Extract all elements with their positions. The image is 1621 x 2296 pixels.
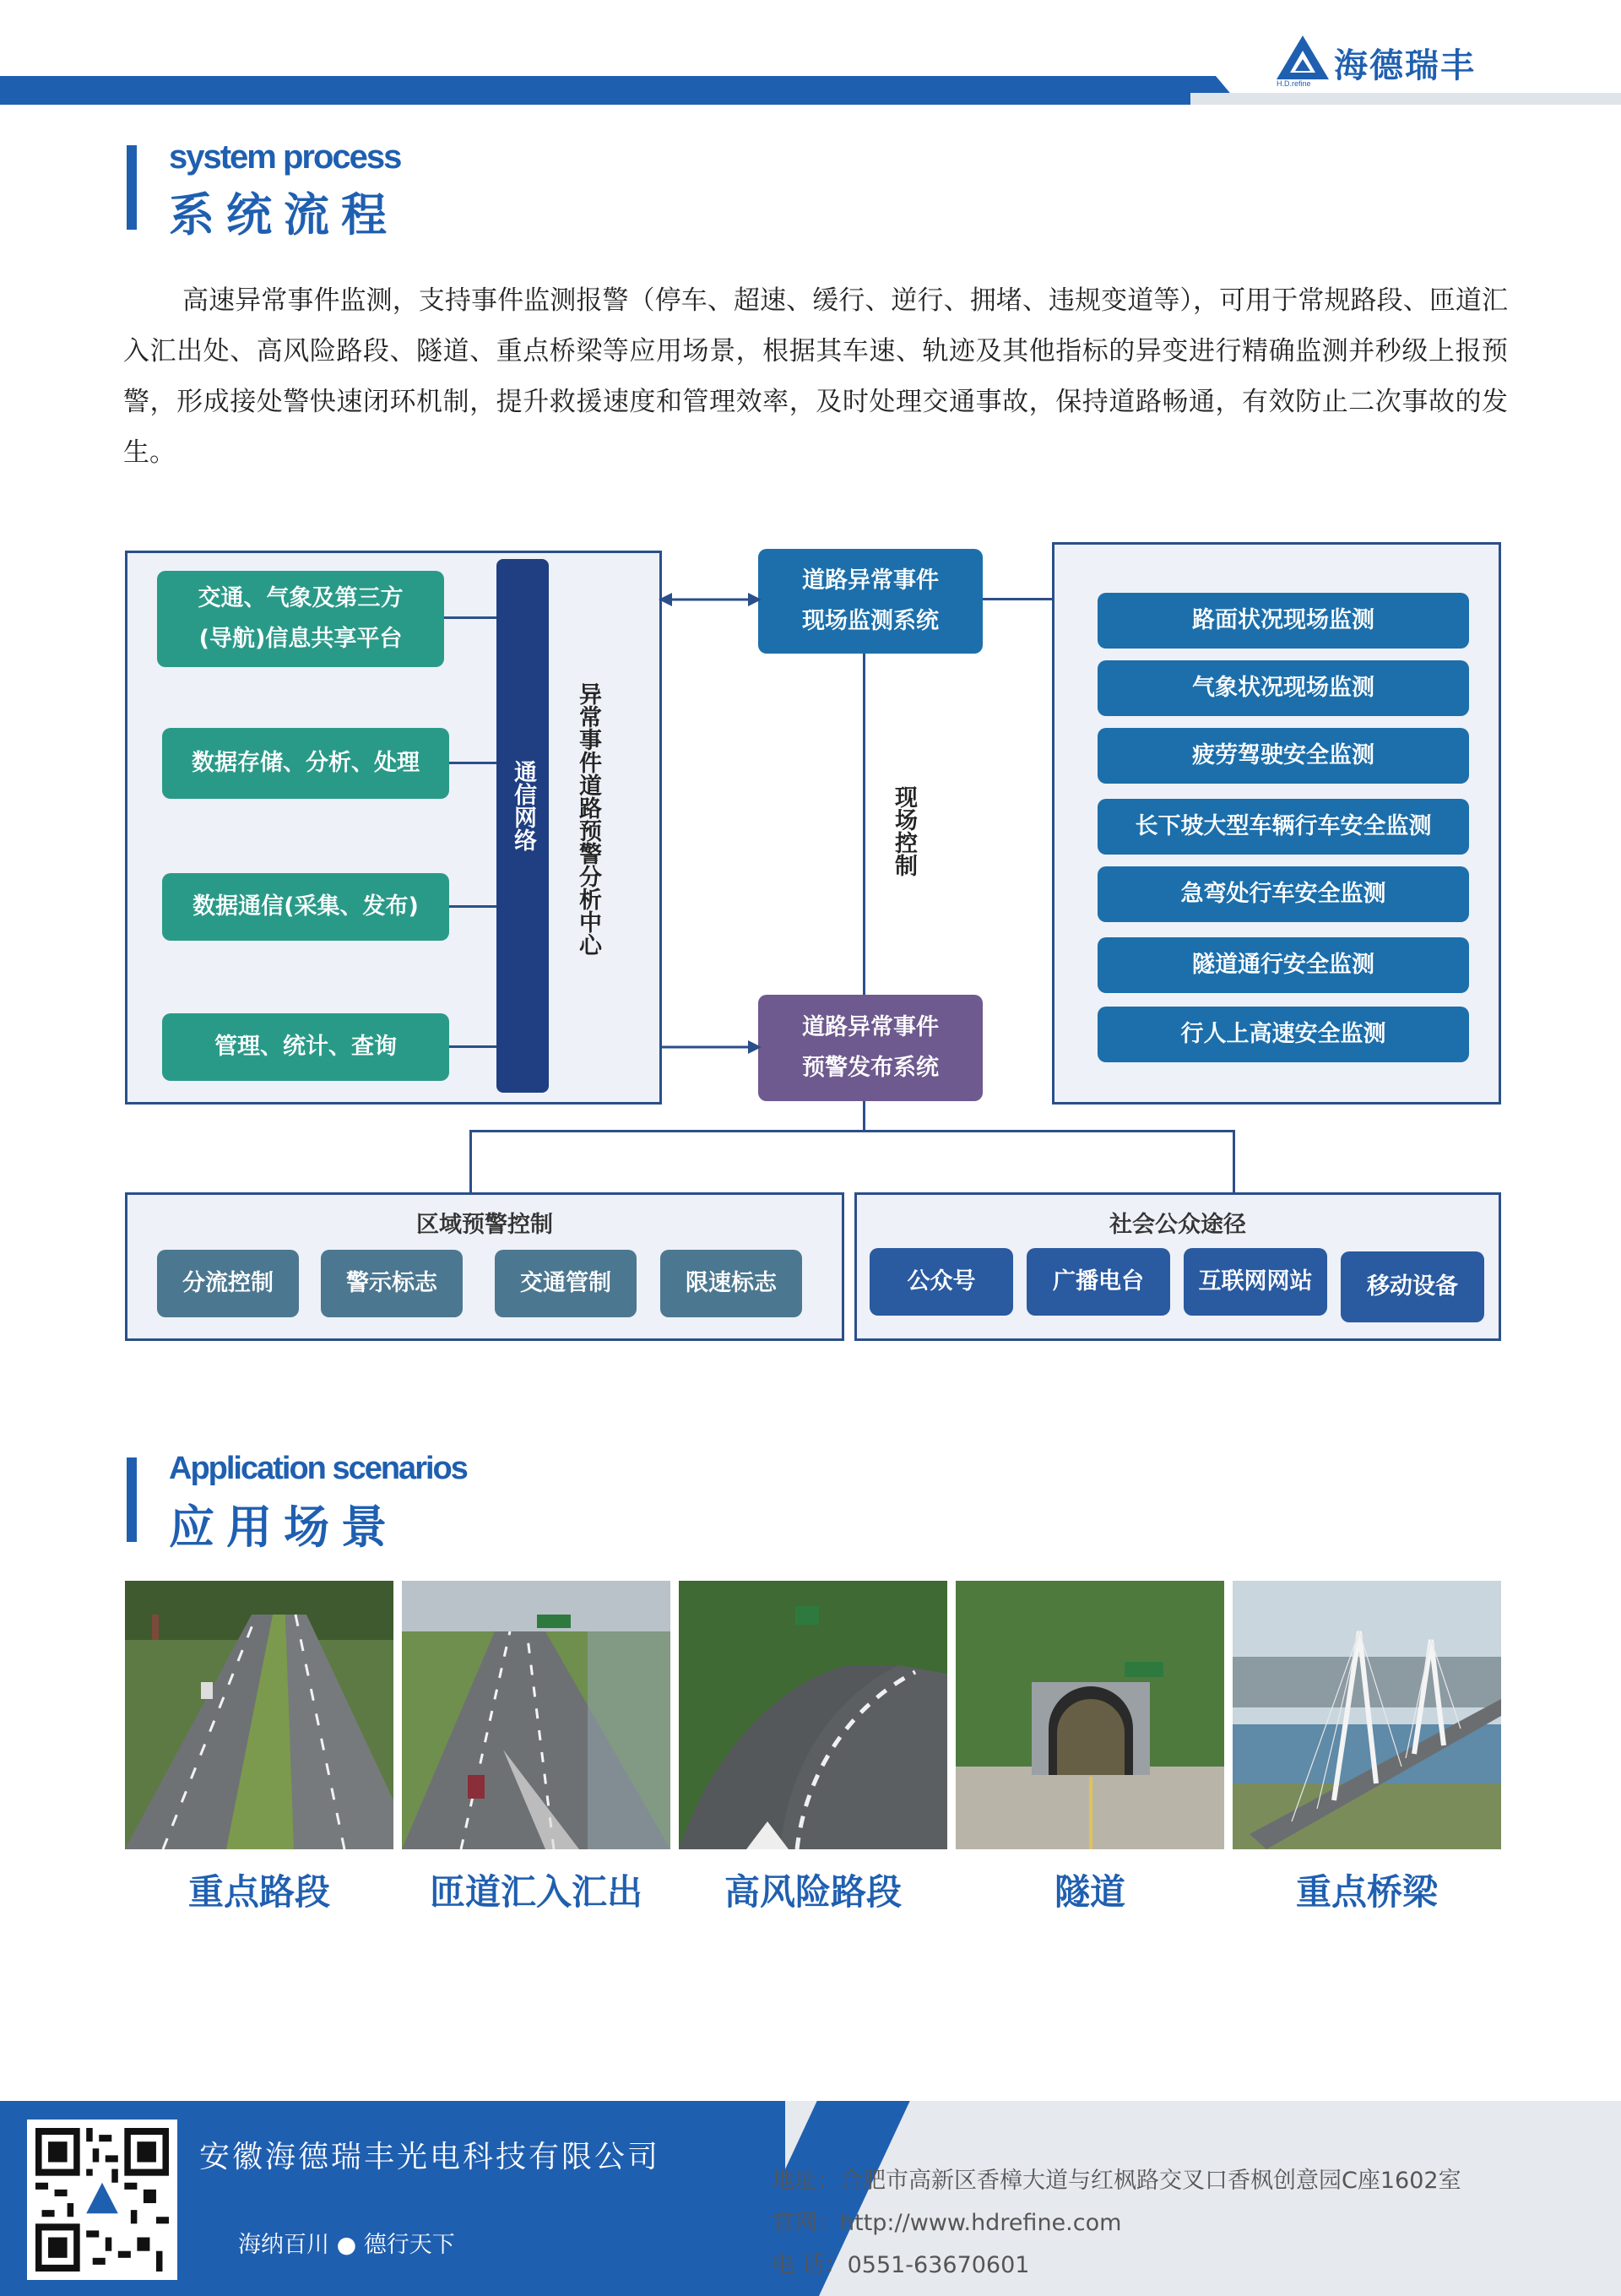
scene-label: 高风险路段 [724,1871,902,1913]
right-item-sharp-curve [1098,866,1469,922]
right-item-label: 行人上高速安全监测 [1180,1021,1386,1047]
left-item-label: 数据存储、分析、处理 [192,750,420,776]
connector [449,1045,498,1048]
section-bar-process [127,145,137,230]
header-band [0,76,1190,105]
regional-item-label: 交通管制 [520,1270,611,1296]
right-item-label: 路面状况现场监测 [1192,607,1374,633]
connector [449,762,498,764]
site-control-line [863,654,865,995]
diagram-arrows [659,583,762,1056]
tunnel-photo [956,1581,1224,1849]
regional-item-speed-limit [660,1250,802,1317]
left-item-label: 管理、统计、查询 [214,1034,397,1060]
left-item-management [162,1013,449,1081]
regional-item-warning-sign [321,1250,463,1317]
connector [983,598,1054,600]
left-item-data-storage [162,728,449,799]
public-channel-title: 社会公众途径 [1109,1212,1246,1238]
site-control-label: 现场控制 [891,785,917,877]
right-item-label: 气象状况现场监测 [1192,675,1374,701]
warning-system-line1: 道路异常事件 [802,1014,939,1040]
monitor-system-line1: 道路异常事件 [802,567,939,594]
section-title-en-process: system process [169,138,401,176]
connector [449,905,498,908]
analysis-center-label: 异常事件道路预警分析中心 [575,682,601,956]
section-title-cn-application: 应用场景 [169,1501,398,1554]
public-item-label: 公众号 [907,1268,976,1295]
highway-photo [125,1581,393,1849]
left-item-line1: 交通、气象及第三方 [198,585,404,611]
regional-item-label: 限速标志 [686,1270,777,1296]
public-item-label: 互联网网站 [1198,1268,1313,1295]
section-bar-application [127,1457,137,1542]
regional-control-title: 区域预警控制 [416,1212,553,1238]
left-item-info-platform [157,571,444,667]
public-item-label: 移动设备 [1367,1273,1458,1300]
right-item-tunnel [1098,937,1469,993]
public-item-official-account [870,1248,1013,1316]
regional-item-traffic-control [495,1250,637,1317]
right-item-label: 疲劳驾驶安全监测 [1192,742,1374,768]
right-item-weather [1098,660,1469,716]
branch-line [469,1130,1234,1132]
regional-item-label: 警示标志 [346,1270,437,1296]
ramp-photo [402,1581,670,1849]
branch-line [863,1101,865,1132]
scene-label: 重点桥梁 [1295,1871,1438,1913]
logo-text: 海德瑞丰 [1334,46,1476,85]
scene-label: 重点路段 [187,1871,330,1913]
public-item-radio [1027,1248,1170,1316]
footer-phone: 电 话：0551-63670601 [772,2252,1030,2278]
logo-mountain-icon [1275,34,1331,81]
warning-system-line2: 预警发布系统 [802,1055,939,1081]
left-item-label: 数据通信(采集、发布) [192,893,419,920]
header-band-grey [1190,93,1621,105]
left-item-line2: (导航)信息共享平台 [198,626,403,652]
connector [444,616,498,619]
qr-code-icon [27,2120,177,2280]
curve-photo [679,1581,947,1849]
right-item-road-surface [1098,593,1469,649]
comm-network-label: 通信网络 [510,760,536,851]
section-title-en-application: Application scenarios [169,1451,467,1486]
right-item-label: 急弯处行车安全监测 [1180,881,1386,907]
right-item-pedestrian [1098,1007,1469,1062]
public-item-label: 广播电台 [1053,1268,1144,1295]
right-item-fatigue [1098,728,1469,784]
right-item-label: 长下坡大型车辆行车安全监测 [1135,813,1432,839]
footer-website[interactable]: 官网：http://www.hdrefine.com [772,2210,1122,2236]
public-item-website [1184,1248,1327,1316]
branch-line [1233,1130,1235,1194]
right-item-downhill [1098,799,1469,855]
scene-label: 匝道汇入汇出 [429,1871,642,1913]
intro-paragraph: 高速异常事件监测，支持事件监测报警（停车、超速、缓行、逆行、拥堵、违规变道等），可用于常规路段、匝道汇入汇出处、高风险路段、隧道、重点桥梁等应用场景，根据其车速、轨迹及其他指标的异变进行精确监测并秒级上报预警，形成接处警快速闭环机制，提升救援速度和管理效率，及时处理交通事故，保持道路畅通，有效防止二次事故的发生。 [123,285,1508,468]
branch-line [469,1130,472,1194]
public-item-mobile [1341,1251,1484,1322]
footer-address: 地址：合肥市高新区香樟大道与红枫路交叉口香枫创意园C座1602室 [772,2168,1461,2194]
bridge-photo [1233,1581,1501,1849]
scene-label: 隧道 [1054,1871,1125,1913]
footer-company-name: 安徽海德瑞丰光电科技有限公司 [199,2140,661,2174]
logo-subtext: H.D.refine [1277,79,1311,88]
monitor-system-box [758,549,983,654]
right-item-label: 隧道通行安全监测 [1192,952,1374,978]
footer-slogan: 海纳百川 ● 德行天下 [238,2232,455,2258]
monitor-system-line2: 现场监测系统 [802,608,939,634]
regional-item-diversion [157,1250,299,1317]
left-item-data-comm [162,873,449,941]
regional-item-label: 分流控制 [182,1270,274,1296]
company-logo [1275,29,1503,88]
warning-system-box [758,995,983,1101]
section-title-cn-process: 系统流程 [169,188,398,242]
